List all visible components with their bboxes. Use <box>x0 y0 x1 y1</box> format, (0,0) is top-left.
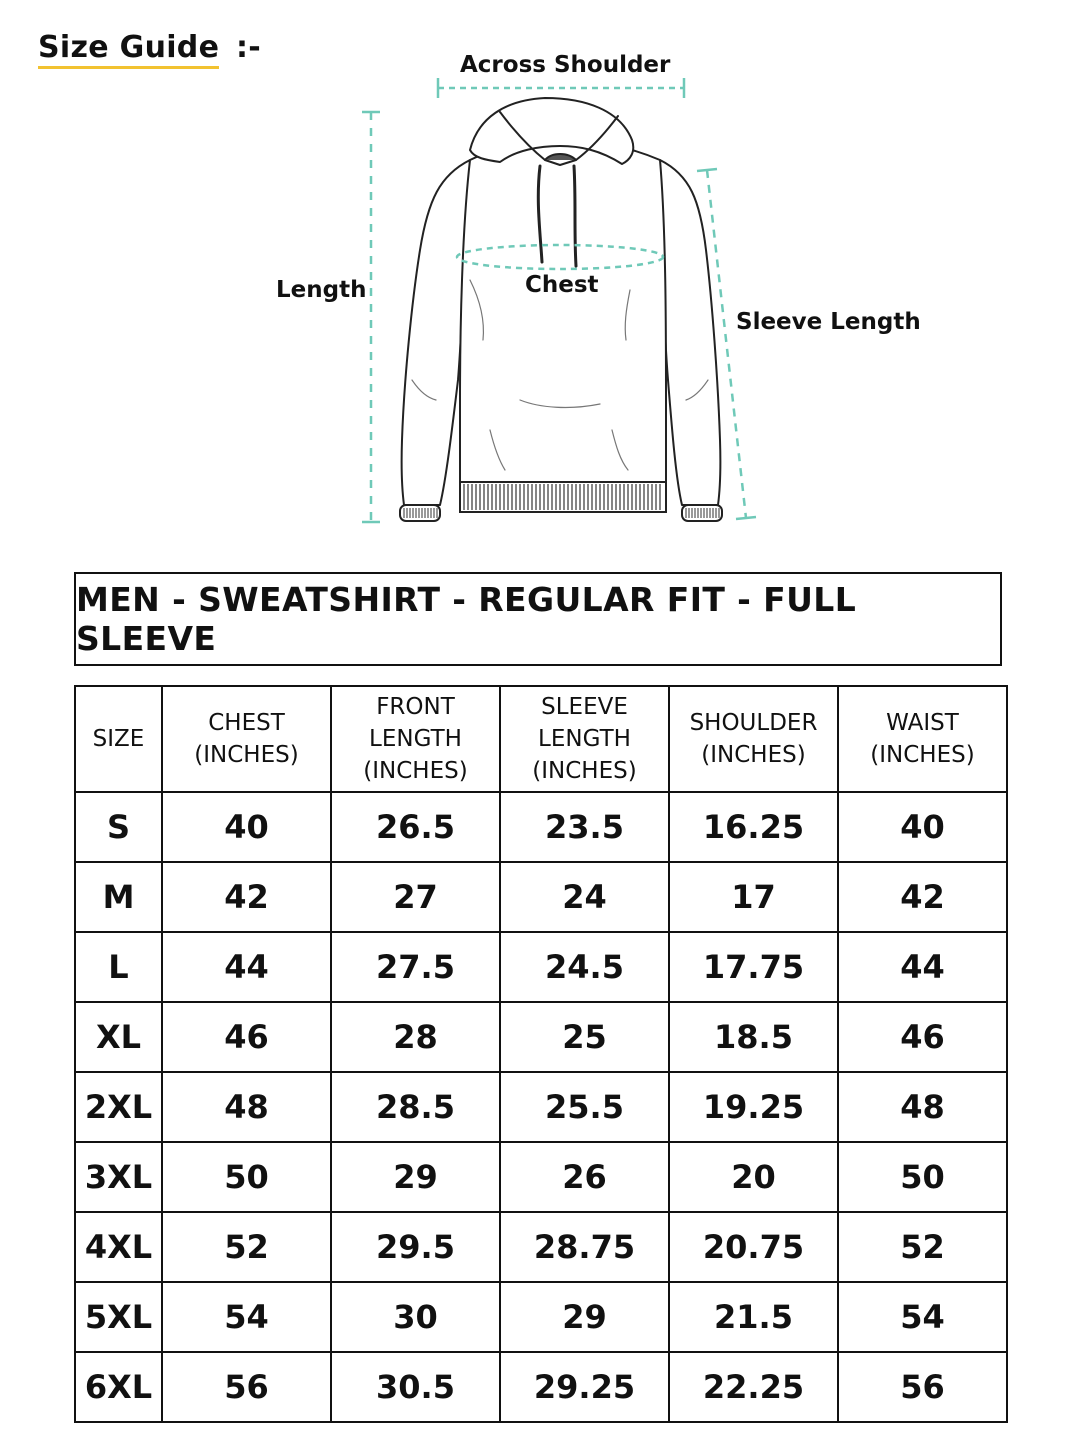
column-header <box>331 686 500 792</box>
measurement-cell: 50 <box>162 1142 331 1212</box>
size-cell: L <box>75 932 162 1002</box>
measurement-cell: 20 <box>669 1142 838 1212</box>
measurement-cell: 19.25 <box>669 1072 838 1142</box>
size-table <box>74 685 1008 1423</box>
measurement-cell: 42 <box>162 862 331 932</box>
measurement-cell: 46 <box>838 1002 1007 1072</box>
size-cell: 6XL <box>75 1352 162 1422</box>
size-cell: 5XL <box>75 1282 162 1352</box>
measurement-cell: 54 <box>162 1282 331 1352</box>
measurement-cell: 44 <box>162 932 331 1002</box>
measurement-cell: 21.5 <box>669 1282 838 1352</box>
column-header-line: (INCHES) <box>870 742 975 768</box>
measurement-cell: 20.75 <box>669 1212 838 1282</box>
size-guide-word: Size Guide <box>38 30 219 69</box>
measurement-cell: 28.75 <box>500 1212 669 1282</box>
table-row <box>75 1142 1007 1212</box>
table-row <box>75 1352 1007 1422</box>
table-row <box>75 1212 1007 1282</box>
column-header-line: SIZE <box>92 726 145 752</box>
measurement-cell: 52 <box>838 1212 1007 1282</box>
measurement-cell: 52 <box>162 1212 331 1282</box>
column-header-line: (INCHES) <box>363 758 468 784</box>
column-header <box>162 686 331 792</box>
table-row <box>75 932 1007 1002</box>
measurement-cell: 28 <box>331 1002 500 1072</box>
measurement-cell: 54 <box>838 1282 1007 1352</box>
measurement-cell: 17 <box>669 862 838 932</box>
measurement-cell: 40 <box>162 792 331 862</box>
table-row <box>75 1002 1007 1072</box>
measurement-cell: 30 <box>331 1282 500 1352</box>
measurement-cell: 29.25 <box>500 1352 669 1422</box>
measurement-cell: 30.5 <box>331 1352 500 1422</box>
table-header-row <box>75 686 1007 792</box>
measurement-cell: 48 <box>162 1072 331 1142</box>
measurement-cell: 26 <box>500 1142 669 1212</box>
measurement-cell: 18.5 <box>669 1002 838 1072</box>
measurement-cell: 42 <box>838 862 1007 932</box>
measurement-cell: 28.5 <box>331 1072 500 1142</box>
table-row <box>75 792 1007 862</box>
column-header-line: (INCHES) <box>701 742 806 768</box>
measurement-cell: 29.5 <box>331 1212 500 1282</box>
sleeve-length-label: Sleeve Length <box>736 309 921 335</box>
column-header-line: SHOULDER <box>689 710 818 736</box>
measurement-cell: 44 <box>838 932 1007 1002</box>
column-header <box>75 686 162 792</box>
measurement-cell: 29 <box>500 1282 669 1352</box>
column-header <box>500 686 669 792</box>
column-header-line: FRONT <box>376 694 455 720</box>
measurement-cell: 48 <box>838 1072 1007 1142</box>
column-header-line: LENGTH <box>538 726 631 752</box>
size-cell: S <box>75 792 162 862</box>
right-sleeve <box>660 160 720 505</box>
measurement-cell: 27.5 <box>331 932 500 1002</box>
sweatshirt-body <box>460 140 666 482</box>
size-cell: 3XL <box>75 1142 162 1212</box>
measurement-cell: 26.5 <box>331 792 500 862</box>
column-header-line: (INCHES) <box>532 758 637 784</box>
column-header <box>838 686 1007 792</box>
measurement-cell: 46 <box>162 1002 331 1072</box>
column-header-line: CHEST <box>208 710 285 736</box>
table-row <box>75 1282 1007 1352</box>
measurement-cell: 17.75 <box>669 932 838 1002</box>
column-header-line: WAIST <box>886 710 959 736</box>
table-row <box>75 1072 1007 1142</box>
column-header-line: SLEEVE <box>541 694 628 720</box>
column-header-line: LENGTH <box>369 726 462 752</box>
chest-label: Chest <box>525 272 599 298</box>
measurement-cell: 23.5 <box>500 792 669 862</box>
length-label: Length <box>276 277 367 303</box>
measurement-cell: 25.5 <box>500 1072 669 1142</box>
size-cell: XL <box>75 1002 162 1072</box>
measurement-cell: 22.25 <box>669 1352 838 1422</box>
measurement-cell: 40 <box>838 792 1007 862</box>
size-guide-separator: :- <box>235 30 262 65</box>
table-title: MEN - SWEATSHIRT - REGULAR FIT - FULL SLEEVE <box>74 572 1002 666</box>
measurement-cell: 27 <box>331 862 500 932</box>
measurement-cell: 56 <box>838 1352 1007 1422</box>
size-cell: M <box>75 862 162 932</box>
hem-rib <box>460 482 666 512</box>
size-cell: 4XL <box>75 1212 162 1282</box>
table-row <box>75 862 1007 932</box>
measurement-cell: 25 <box>500 1002 669 1072</box>
size-cell: 2XL <box>75 1072 162 1142</box>
measurement-cell: 24.5 <box>500 932 669 1002</box>
column-header-line: (INCHES) <box>194 742 299 768</box>
measurement-cell: 24 <box>500 862 669 932</box>
measurement-cell: 50 <box>838 1142 1007 1212</box>
across-shoulder-label: Across Shoulder <box>460 52 671 78</box>
column-header <box>669 686 838 792</box>
measurement-cell: 16.25 <box>669 792 838 862</box>
table-body <box>75 792 1007 1422</box>
measurement-cell: 56 <box>162 1352 331 1422</box>
measurement-cell: 29 <box>331 1142 500 1212</box>
